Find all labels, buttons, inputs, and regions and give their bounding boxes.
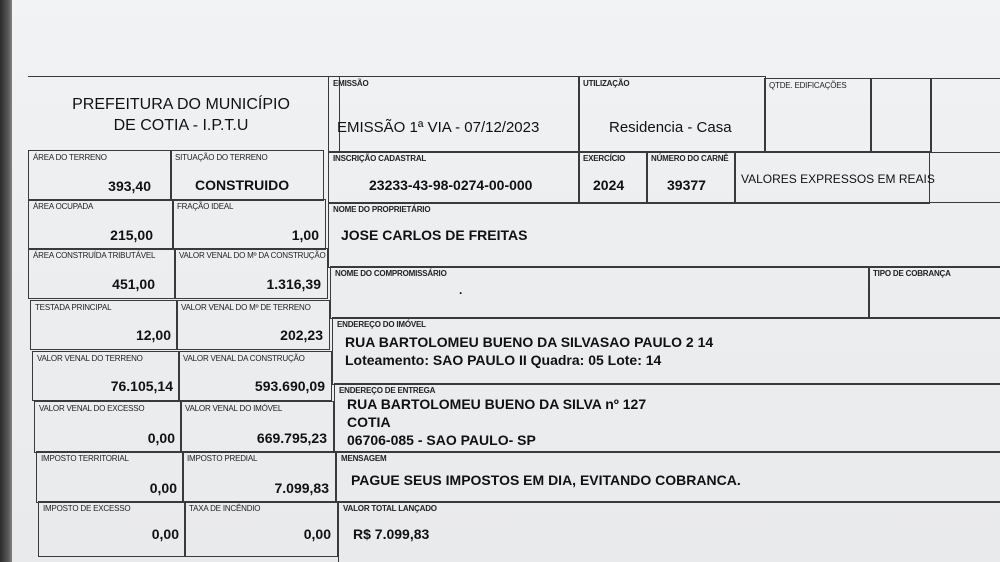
document-title: [36, 94, 326, 136]
field-label: TAXA DE INCÊNDIO: [189, 504, 261, 513]
field-value: 202,23: [280, 327, 323, 343]
iptu-document: [12, 0, 1000, 562]
field-label: VALOR VENAL DO EXCESSO: [39, 404, 145, 413]
field-valor-venal-construcao: [178, 351, 332, 401]
field-value: CONSTRUIDO: [195, 177, 290, 193]
field-imposto-territorial: [36, 451, 184, 503]
field-label: VALOR VENAL DO Mº DA CONSTRUÇÃO: [179, 251, 326, 260]
utilizacao-value: Residencia - Casa: [609, 119, 732, 136]
emissao-label: EMISSÃO: [333, 79, 369, 88]
title-line1: PREFEITURA DO MUNICÍPIO: [72, 96, 290, 113]
valor-total-box: [338, 501, 1000, 562]
header-box: [28, 76, 340, 152]
field-label: ÁREA DO TERRENO: [33, 153, 107, 162]
inscricao-value: 23233-43-98-0274-00-000: [369, 177, 533, 193]
field-testada-principal: [30, 300, 178, 350]
utilizacao-box: [578, 76, 766, 153]
field-value: 669.795,23: [256, 430, 327, 446]
field-value: 0,00: [151, 526, 179, 542]
compromissario-box: [330, 266, 870, 319]
field-value: 593.690,09: [254, 378, 325, 394]
valor-total-label: VALOR TOTAL LANÇADO: [343, 504, 437, 513]
proprietario-value: JOSE CARLOS DE FREITAS: [341, 227, 528, 243]
field-value: 7.099,83: [274, 480, 329, 496]
emissao-value: EMISSÃO 1ª VIA - 07/12/2023: [337, 119, 540, 136]
proprietario-box: [328, 202, 1000, 268]
field-area-construida: [28, 248, 176, 299]
field-value: 451,00: [112, 276, 155, 292]
mensagem-box: [336, 451, 1000, 503]
field-label: ÁREA OCUPADA: [33, 202, 94, 211]
carne-value: 39377: [667, 177, 706, 193]
field-label: IMPOSTO DE EXCESSO: [43, 504, 131, 513]
compromissario-label: NOME DO COMPROMISSÁRIO: [335, 269, 447, 278]
entrega-line2: COTIA: [347, 414, 391, 430]
exercicio-box: [578, 151, 648, 204]
valores-note: VALORES EXPRESSOS EM REAIS: [741, 172, 935, 186]
field-value: 1.316,39: [266, 276, 321, 292]
field-label: FRAÇÃO IDEAL: [177, 202, 234, 211]
inscricao-label: INSCRIÇÃO CADASTRAL: [333, 154, 427, 163]
field-imposto-excesso: [38, 501, 186, 557]
field-taxa-incendio: [184, 501, 338, 557]
compromissario-value: .: [459, 283, 463, 297]
valor-total-value: R$ 7.099,83: [353, 526, 430, 542]
field-label: IMPOSTO TERRITORIAL: [41, 454, 129, 463]
field-value: 0,00: [303, 526, 331, 542]
endereco-entrega-box: [334, 383, 1000, 453]
field-value: 1,00: [291, 227, 319, 243]
valores-box: [734, 151, 935, 204]
exercicio-value: 2024: [593, 177, 625, 193]
proprietario-label: NOME DO PROPRIETÁRIO: [333, 205, 431, 214]
field-valor-venal-excesso: [34, 401, 182, 453]
inscricao-box: [328, 151, 580, 204]
endereco-imovel-box: [332, 317, 1000, 385]
entrega-line1: RUA BARTOLOMEU BUENO DA SILVA nº 127: [347, 396, 647, 412]
field-label: VALOR VENAL DO Mº DE TERRENO: [181, 303, 311, 312]
emissao-box: [328, 76, 580, 153]
mensagem-value: PAGUE SEUS IMPOSTOS EM DIA, EVITANDO COBRANCA.: [351, 472, 741, 488]
field-label: SITUAÇÃO DO TERRENO: [175, 153, 268, 162]
endereco-imovel-line1: RUA BARTOLOMEU BUENO DA SILVASAO PAULO 2 14: [345, 334, 714, 350]
field-area-ocupada: [28, 199, 174, 250]
carne-label: NÚMERO DO CARNÊ: [651, 154, 729, 163]
field-value: 76.105,14: [110, 378, 173, 394]
edificacoes-box: [764, 78, 872, 153]
tipo-cobranca-box: [868, 266, 1000, 319]
field-label: ÁREA CONSTRUÍDA TRIBUTÁVEL: [33, 251, 156, 260]
field-valor-venal-imovel: [180, 401, 334, 453]
field-label: VALOR VENAL DO IMÓVEL: [185, 404, 283, 413]
field-value: 0,00: [149, 480, 177, 496]
entrega-line3: 06706-085 - SAO PAULO- SP: [347, 432, 536, 448]
field-label: VALOR VENAL DA CONSTRUÇÃO: [183, 354, 305, 363]
field-area-terreno: [28, 150, 172, 201]
field-valor-m2-construcao: [174, 248, 328, 299]
carne-box: [646, 151, 736, 204]
field-valor-m2-terreno: [176, 300, 330, 350]
field-valor-venal-terreno: [32, 351, 180, 401]
field-value: 215,00: [110, 227, 153, 243]
endereco-imovel-line2: Loteamento: SAO PAULO II Quadra: 05 Lote: 14: [345, 352, 662, 368]
mensagem-label: MENSAGEM: [341, 454, 387, 463]
endereco-entrega-label: ENDEREÇO DE ENTREGA: [339, 386, 436, 395]
field-value: 0,00: [147, 430, 175, 446]
field-label: IMPOSTO PREDIAL: [187, 454, 258, 463]
edificacoes-label: QTDE. EDIFICAÇÕES: [769, 81, 847, 90]
title-line2: DE COTIA - I.P.T.U: [113, 117, 249, 134]
edificacoes-value-box: [870, 78, 932, 153]
blank-box-top-right: [930, 78, 1000, 153]
utilizacao-label: UTILIZAÇÃO: [583, 79, 630, 88]
field-fracao-ideal: [172, 199, 326, 250]
endereco-imovel-label: ENDEREÇO DO IMÓVEL: [337, 320, 426, 329]
tipo-cobranca-label: TIPO DE COBRANÇA: [873, 269, 951, 278]
field-value: 393,40: [108, 178, 151, 194]
field-label: TESTADA PRINCIPAL: [35, 303, 112, 312]
field-value: 12,00: [135, 327, 171, 343]
exercicio-label: EXERCÍCIO: [583, 154, 626, 163]
field-label: VALOR VENAL DO TERRENO: [37, 354, 143, 363]
field-situacao-terreno: [170, 150, 324, 201]
field-imposto-predial: [182, 451, 336, 503]
